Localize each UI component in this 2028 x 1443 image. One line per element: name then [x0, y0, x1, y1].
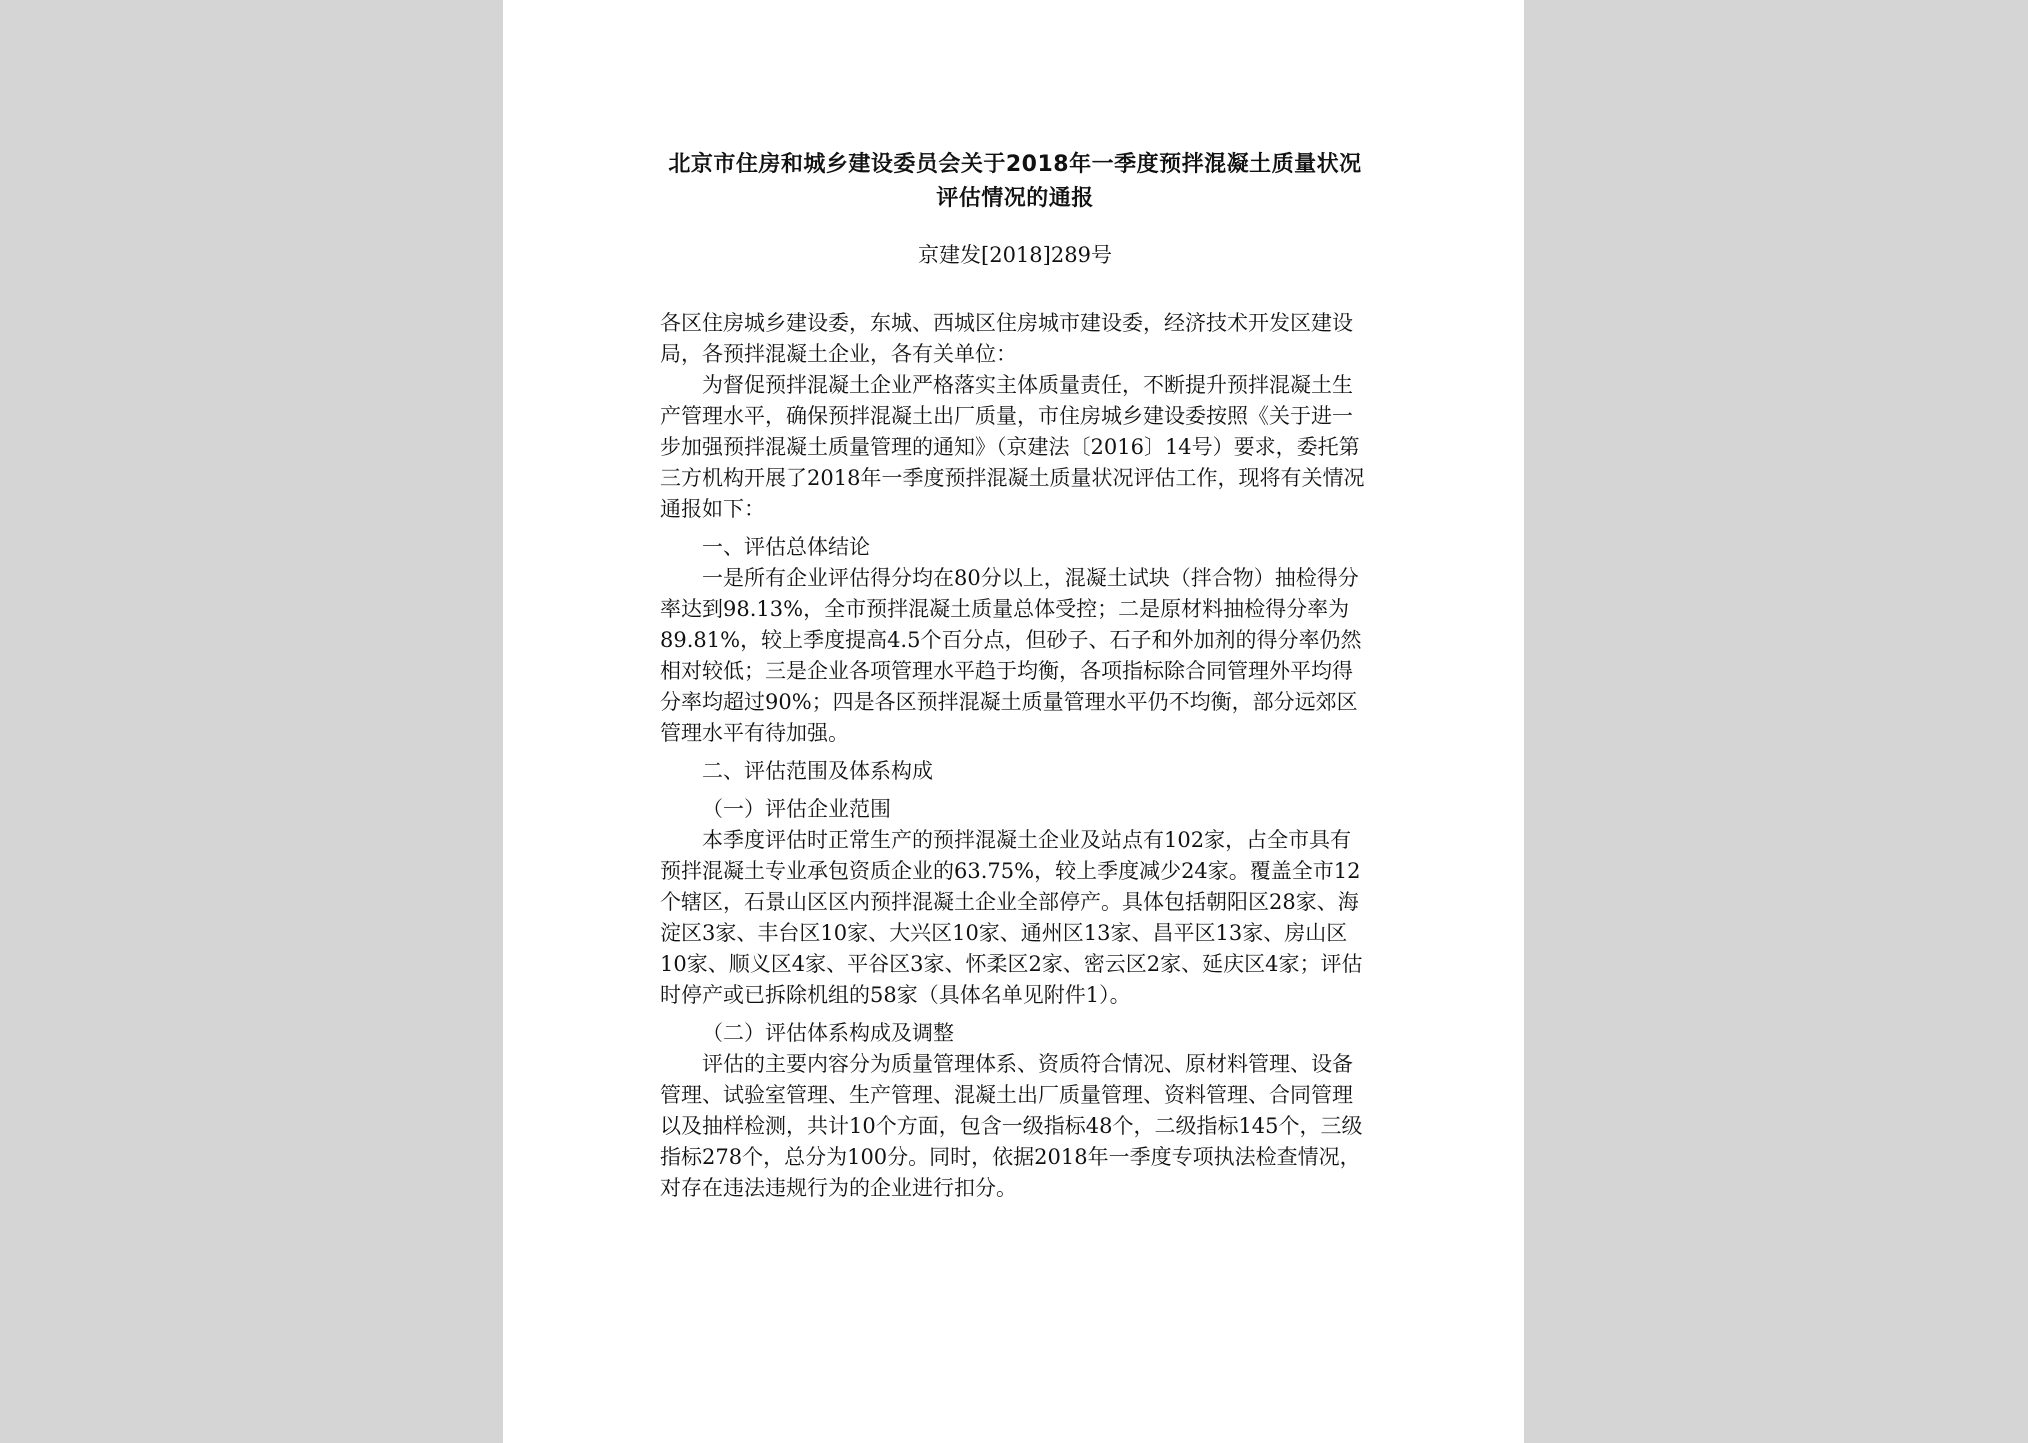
section-heading-scope: 二、评估范围及体系构成: [702, 759, 933, 783]
document-page: [503, 0, 1524, 1443]
document-content: [660, 148, 1370, 1204]
document-title: 北京市住房和城乡建设委员会关于2018年一季度预拌混凝土质量状况评估情况的通报: [668, 152, 1362, 211]
recipient-line: 各区住房城乡建设委，东城、西城区住房城市建设委，经济技术开发区建设局，各预拌混凝土企业，各有关单位：: [660, 311, 1353, 366]
intro-paragraph: 为督促预拌混凝土企业严格落实主体质量责任，不断提升预拌混凝土生产管理水平，确保预拌混凝土出厂质量，市住房城乡建设委按照《关于进一步加强预拌混凝土质量管理的通知》（京建法〔2016〕14号）要求，委托第三方机构开展了2018年一季度预拌混凝土质量状况评估工作，现将有关情况通报如下：: [660, 373, 1365, 521]
subsection-heading-system: （二）评估体系构成及调整: [702, 1021, 954, 1045]
conclusion-paragraph: 一是所有企业评估得分均在80分以上，混凝土试块（拌合物）抽检得分率达到98.13%，全市预拌混凝土质量总体受控；二是原材料抽检得分率为89.81%，较上季度提高4.5个百分点，但砂子、石子和外加剂的得分率仍然相对较低；三是企业各项管理水平趋于均衡，各项指标除合同管理外平均得分率均超过90%；四是各区预拌混凝土质量管理水平仍不均衡，部分远郊区管理水平有待加强。: [660, 566, 1362, 745]
system-paragraph: 评估的主要内容分为质量管理体系、资质符合情况、原材料管理、设备管理、试验室管理、生产管理、混凝土出厂质量管理、资料管理、合同管理以及抽样检测，共计10个方面，包含一级指标48个，二级指标145个，三级指标278个，总分为100分。同时，依据2018年一季度专项执法检查情况，对存在违法违规行为的企业进行扣分。: [660, 1052, 1363, 1200]
document-number: 京建发[2018]289号: [918, 243, 1112, 267]
subsection-heading-scope: （一）评估企业范围: [702, 797, 891, 821]
scope-paragraph: 本季度评估时正常生产的预拌混凝土企业及站点有102家，占全市具有预拌混凝土专业承包资质企业的63.75%，较上季度减少24家。覆盖全市12个辖区，石景山区区内预拌混凝土企业全部停产。具体包括朝阳区28家、海淀区3家、丰台区10家、大兴区10家、通州区13家、昌平区13家、房山区10家、顺义区4家、平谷区3家、怀柔区2家、密云区2家、延庆区4家；评估时停产或已拆除机组的58家（具体名单见附件1）。: [660, 828, 1363, 1007]
section-heading-conclusion: 一、评估总体结论: [702, 535, 870, 559]
